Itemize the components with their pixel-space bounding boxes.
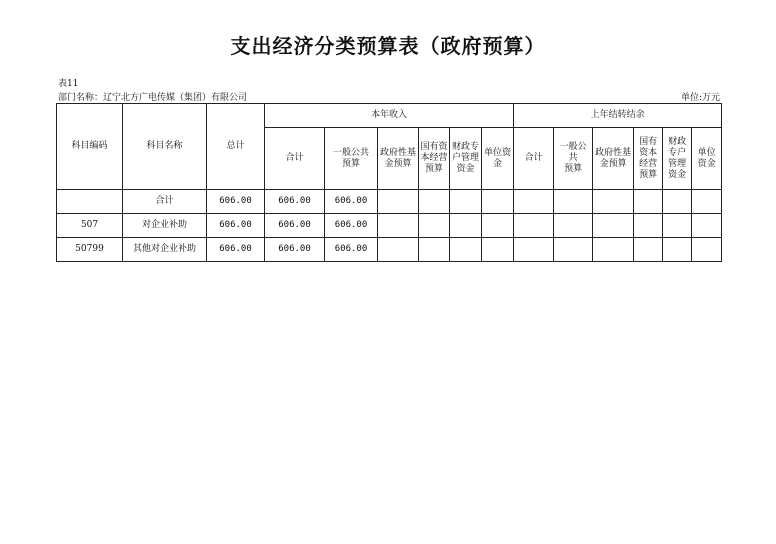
- cell-general: 606.00: [325, 214, 378, 238]
- cell-code: [57, 190, 123, 214]
- table-row: [57, 238, 722, 262]
- header-sub: 财政 专户 管理 资金: [663, 128, 692, 190]
- cell-name: 合计: [123, 190, 207, 214]
- header-sub: 财政专 户管理 资金: [450, 128, 482, 190]
- header-code: 科目编码: [57, 104, 123, 190]
- cell-general: 606.00: [325, 190, 378, 214]
- cell-name: 其他对企业补助: [123, 238, 207, 262]
- cell-name: 对企业补助: [123, 214, 207, 238]
- table-number: 表11: [58, 79, 79, 89]
- cell-general: 606.00: [325, 238, 378, 262]
- header-sub: 合计: [514, 128, 554, 190]
- page-title: 支出经济分类预算表（政府预算）: [230, 34, 546, 58]
- header-sub: 国有资 本经营 预算: [419, 128, 450, 190]
- header-total: 总计: [207, 104, 265, 190]
- header-sub: 政府性基 金预算: [378, 128, 419, 190]
- header-sub: 政府性基 金预算: [593, 128, 634, 190]
- department-name: 部门名称：辽宁北方广电传媒（集团）有限公司: [58, 93, 248, 103]
- cell-sum: 606.00: [265, 238, 325, 262]
- header-name: 科目名称: [123, 104, 207, 190]
- cell-total: 606.00: [207, 238, 265, 262]
- cell-sum: 606.00: [265, 190, 325, 214]
- header-current-income: 本年收入: [265, 104, 514, 128]
- header-sub: 合计: [265, 128, 325, 190]
- table-row: [57, 190, 722, 214]
- cell-total: 606.00: [207, 214, 265, 238]
- header-carryover: 上年结转结余: [514, 104, 722, 128]
- header-sub: 一般公共 预算: [325, 128, 378, 190]
- unit-label: 单位:万元: [680, 93, 720, 103]
- cell-sum: 606.00: [265, 214, 325, 238]
- budget-table: [56, 103, 722, 262]
- header-sub: 单位资 金: [482, 128, 514, 190]
- cell-code: 50799: [57, 238, 123, 262]
- header-sub: 单位 资金: [692, 128, 722, 190]
- table-row: [57, 214, 722, 238]
- header-sub: 一般公 共 预算: [554, 128, 593, 190]
- header-sub: 国有 资本 经营 预算: [634, 128, 663, 190]
- cell-code: 507: [57, 214, 123, 238]
- cell-total: 606.00: [207, 190, 265, 214]
